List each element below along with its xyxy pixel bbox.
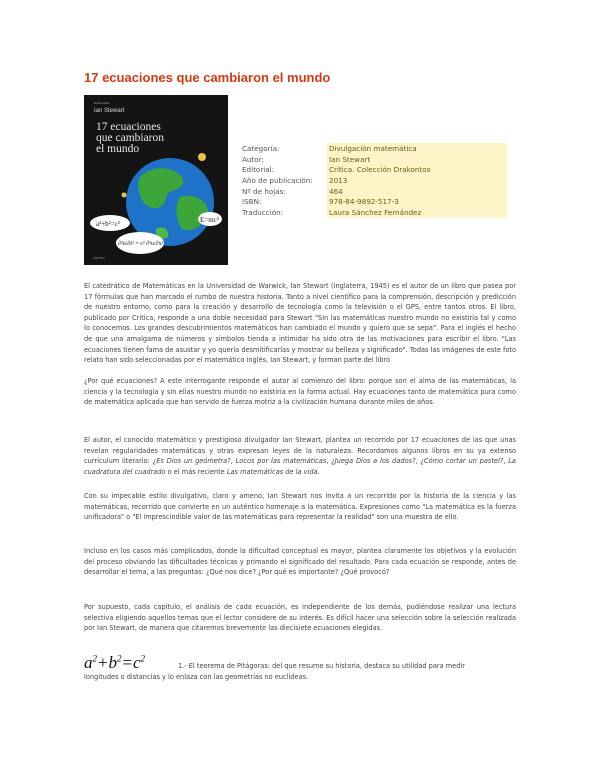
metadata-key: Categoría:	[242, 143, 280, 153]
metadata-value: Crítica. Colección Drakontos	[327, 164, 507, 175]
cover-title-line: 17 ecuaciones	[96, 121, 161, 133]
metadata-value: 2013	[327, 175, 507, 186]
metadata-value: Ian Stewart	[327, 154, 507, 165]
metadata-key: Traducción:	[242, 207, 284, 217]
text-span: o el más reciente	[165, 467, 227, 476]
paragraph-intro: El catedrático de Matemáticas en la Universidad de Warwick, Ian Stewart (Inglaterra, 1945) es el autor de un libro que pasea por 17 fórmulas que han marcado el rumbo de nuestra historia. Tanto a nivel científico para la comprensión, descripción y predicción de nuestro entorno, como para la creación y desarrollo de tecnología como la televisión o el GPS, entre tantos otros. El libro, publicado por Crítica, responde a una doble necesidad para Stewart "Sin las matemáticas nuestro mundo no existiría tal y como lo conocemos. Los grandes descubrimientos matemáticos han cambiado el mundo y quiero que se sepa". Para el inglés el hecho de que una amalgama de números y símbolos tienda a intimidar ha sido otra de las motivaciones para escribir el libro. "Las ecuaciones tienen fama de asustar y yo quería desmitificarlas y mostrar su belleza y significado". Todas las imágenes de este foto relato han sido seleccionadas por el matemático inglés, Ian Stewart, y forman parte del libro	[84, 282, 516, 365]
paragraph-why-equations: ¿Por qué ecuaciones? A este interrogante responde el autor al comienzo del libro: porque son el alma de las matemáticas, la ciencia y la tecnología y sin ellas nuestro mundo no existiría en la forma actual. Hay ecuaciones tanto de matemática pura como de matemática aplicada que han servido de fuerza motriz a la civilización humana durante miles de años.	[84, 377, 516, 407]
metadata-row	[242, 175, 507, 186]
metadata-value: 978-84-9892-517-3	[327, 196, 507, 207]
book-cover	[84, 95, 228, 265]
cover-formula-wave: ∂²u/∂t² = c² ∂²u/∂x²	[118, 241, 164, 247]
text-span: ,	[230, 457, 236, 466]
equation1-description	[178, 662, 516, 670]
paragraph-author-books	[84, 435, 516, 477]
metadata-row	[242, 207, 507, 218]
formula-exponent: 2	[92, 653, 97, 664]
metadata-key: Nº de hojas:	[242, 186, 286, 196]
formula-term: +b	[97, 653, 117, 672]
cover-formula-pythagoras: a²+b²=c²	[96, 220, 120, 228]
paragraph-chapters: Por supuesto, cada capítulo, el análisis de cada ecuación, es independiente de los demás, pudiéndose realizar una lectura selectiva eligiendo aquellos temas que el lector considere de su interés. Es difícil hacer una selección sobre la selección realizada por Ian Stewart, de manera que citaremos brevemente las diecisiete ecuaciones elegidas.	[84, 603, 516, 633]
cover-edition: CRÍTICA	[93, 256, 105, 260]
text-span: ,	[326, 457, 332, 466]
equation-text: El teorema de Pitágoras: del que resume su historia, destaca su utilidad para medir	[186, 662, 465, 670]
book-title: ¿Juega Dios a los dados?	[331, 457, 416, 466]
formula-term: a	[84, 653, 93, 672]
moon-icon	[198, 153, 206, 161]
equation1-description-cont: longitudes o distancias y lo enlaza con las geometrías no euclídeas.	[84, 673, 309, 681]
metadata-key: Editorial:	[242, 165, 275, 175]
metadata-value: 464	[327, 186, 507, 197]
cover-title	[96, 122, 186, 155]
metadata-key: Autor:	[242, 154, 264, 164]
book-title: ¿Cómo cortar un pastel?	[420, 457, 504, 466]
metadata-key: ISBN:	[242, 197, 262, 207]
metadata-value: Laura Sánchez Fernández	[327, 207, 507, 218]
metadata-value: Divulgación matemática	[327, 143, 507, 154]
metadata-key: Año de publicación:	[242, 175, 313, 185]
book-title: La cuadratura del cuadrado	[84, 457, 516, 476]
book-metadata-table	[242, 143, 507, 218]
star-icon	[122, 193, 127, 198]
cover-publisher: Drakontos	[94, 101, 110, 105]
formula-term: =c	[121, 653, 141, 672]
cover-title-line: que cambiaron	[96, 132, 165, 144]
cover-formula-energy: E=mc²	[200, 216, 219, 224]
text-span: ,	[415, 457, 421, 466]
formula-exponent: 2	[116, 653, 122, 664]
equation-number: 1.-	[178, 662, 187, 670]
paragraph-complex-cases: Incluso en los casos más complicados, donde la dificultad conceptual es mayor, plantea claramente los objetivos y la evolución del proceso obviando las dificultades técnicas y primando el significado del resultado. Para cada ecuación se responde, antes de desarrollar el tema, a las preguntas: ¿Qué nos dice? ¿Por qué es importante? ¿Qué provocó?	[84, 547, 516, 577]
paragraph-style: Con su impecable estilo divulgativo, claro y ameno, Ian Stewart nos invita a un recorrido por la historia de la ciencia y las matemáticas, recorrido que convierte en un auténtico homenaje a la matemática. Expresiones como "La matemática es la fuerza unificadora" o "El imprescindible valor de las matemáticas para representar la realidad" son una muestra de ello.	[84, 492, 516, 522]
text-span: ,	[503, 457, 509, 466]
metadata-row	[242, 143, 507, 154]
metadata-row	[242, 196, 507, 207]
text-span: .	[317, 467, 320, 476]
cover-title-line: el mundo	[96, 143, 140, 155]
metadata-row	[242, 154, 507, 165]
metadata-row	[242, 164, 507, 175]
book-title: Locos por las matemáticas	[235, 457, 327, 466]
book-title: Las matemáticas de la vida	[226, 467, 318, 476]
metadata-row	[242, 186, 507, 197]
book-title: ¿Es Dios un geómetra?	[152, 457, 231, 466]
pythagoras-formula	[84, 653, 145, 673]
formula-exponent: 2	[140, 653, 146, 664]
page-title: 17 ecuaciones que cambiaron el mundo	[84, 70, 331, 85]
cover-author: Ian Stewart	[94, 108, 125, 114]
text-span: El autor, el conocido matemático y prestigioso divulgador Ian Stewart, plantea un recorrido por 17 ecuaciones de las que unas revelan regularidades matemáticas y otras expresan leyes de la naturaleza. Recordamos algunos libros en su ya extenso currículum literario:	[84, 436, 516, 466]
